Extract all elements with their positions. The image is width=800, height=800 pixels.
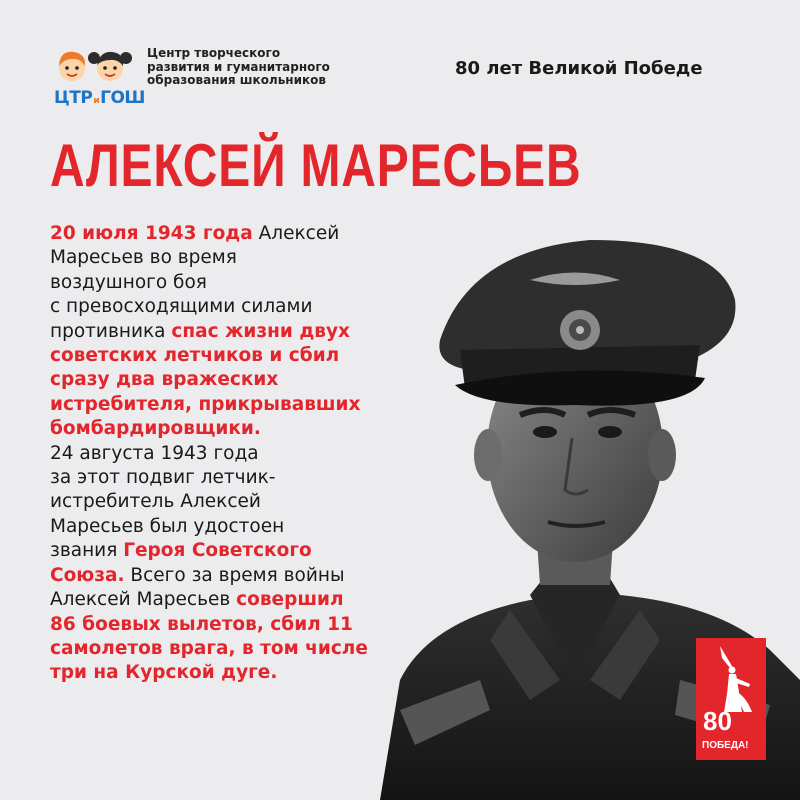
story-highlight: 86 боевых вылетов, сбил 11 — [50, 613, 353, 635]
story-segment: противника — [50, 320, 172, 342]
org-name-line: образования школьников — [147, 73, 326, 87]
story-line — [50, 295, 395, 319]
story-segment: звания — [50, 540, 124, 562]
story-highlight: Героя Советского — [123, 540, 312, 562]
story-line — [50, 271, 395, 295]
story-line — [50, 564, 395, 588]
story-highlight: советских летчиков и сбил — [50, 345, 340, 367]
org-name-line: развития и гуманитарного — [147, 59, 330, 74]
logo-text-right: ГОШ — [100, 88, 145, 108]
org-name-line: Центр творческого — [147, 46, 281, 60]
children-faces-icon — [50, 40, 140, 90]
story-highlight: сразу два вражеских — [50, 369, 279, 391]
story-line — [50, 246, 395, 270]
story-segment: истребитель Алексей — [50, 491, 261, 513]
story-segment: воздушного боя — [50, 271, 207, 293]
victory-80-badge — [696, 638, 766, 760]
story-line — [50, 588, 395, 612]
story-line — [50, 393, 395, 417]
story-line — [50, 442, 395, 466]
story-highlight: три на Курской дуге. — [50, 662, 278, 684]
story-highlight: совершил — [236, 589, 344, 611]
story-line — [50, 320, 395, 344]
story-highlight: истребителя, прикрывавших — [50, 393, 361, 415]
story-line — [50, 368, 395, 392]
story-line — [50, 344, 395, 368]
hero-name-title: АЛЕКСЕЙ МАРЕСЬЕВ — [50, 132, 582, 199]
badge-word: ПОБЕДА! — [702, 740, 749, 751]
story-segment: Маресьев во время — [50, 247, 237, 269]
anniversary-caption: 80 лет Великой Победе — [455, 58, 703, 79]
story-segment: Маресьев был удостоен — [50, 515, 285, 537]
story-segment: за этот подвиг летчик- — [50, 467, 276, 489]
story-line — [50, 539, 395, 563]
story-line — [50, 417, 395, 441]
story-segment: Алексей — [252, 223, 340, 244]
story-segment: Всего за время войны — [124, 564, 345, 586]
story-line — [50, 637, 395, 661]
logo-text-left: ЦТР — [54, 88, 93, 108]
organization-name — [147, 47, 387, 88]
badge-number: 80 — [703, 706, 732, 736]
story-highlight: бомбардировщики. — [50, 418, 261, 440]
story-segment: с превосходящими силами — [50, 296, 313, 318]
story-line — [50, 222, 395, 246]
story-highlight: спас жизни двух — [171, 320, 350, 342]
story-segment: Алексей Маресьев — [50, 589, 237, 611]
logo-text-mid: и — [93, 96, 100, 106]
story-line — [50, 515, 395, 539]
story-highlight: 20 июля 1943 года — [50, 223, 253, 244]
story-line — [50, 466, 395, 490]
story-segment: 24 августа 1943 года — [50, 442, 259, 464]
logo-wordmark — [54, 88, 145, 108]
story-highlight: самолетов врага, в том числе — [50, 637, 368, 659]
story-line — [50, 661, 395, 685]
story-highlight: Союза. — [50, 564, 125, 586]
organization-logo — [50, 40, 145, 108]
story-line — [50, 613, 395, 637]
story-line — [50, 490, 395, 514]
story-text — [50, 222, 395, 686]
